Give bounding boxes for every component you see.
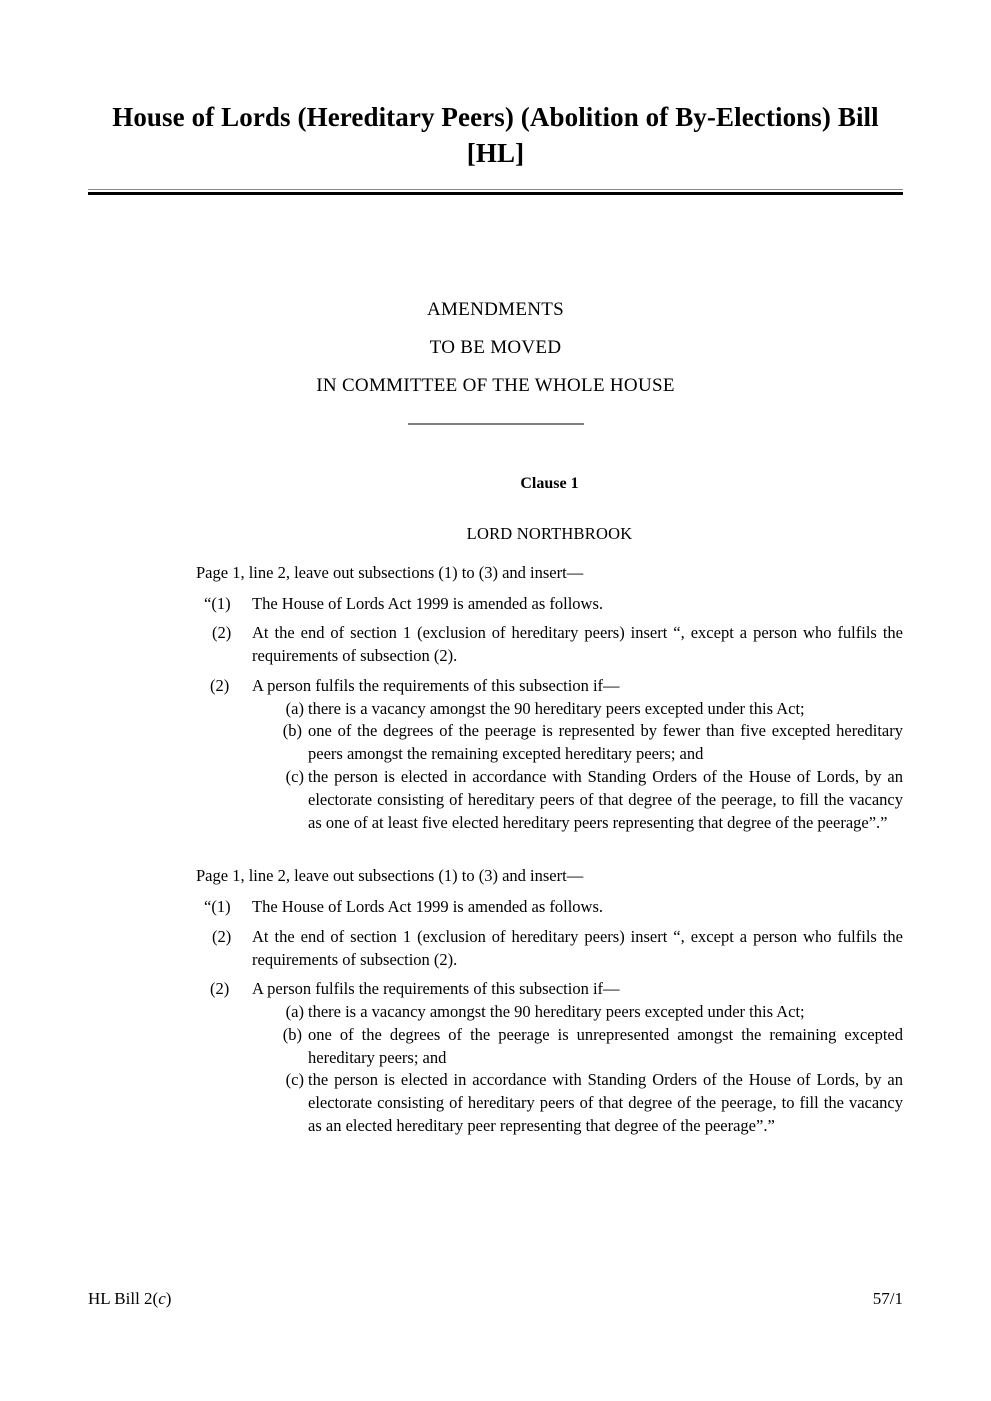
page-number: 57/1 — [872, 1289, 903, 1308]
subsection-item — [196, 896, 903, 919]
lettered-marker: (c) — [285, 1070, 304, 1090]
subsection-marker: (2) — [212, 926, 232, 946]
lettered-text: the person is elected in accordance with Standing Orders of the House of Lords, by an electorate consisting of hereditary peers of that degree of the peerage, to fill the vacancy as an elected hereditary peer representing that degree of the peerage”.” — [308, 1070, 903, 1135]
amendment-block — [196, 562, 903, 834]
lettered-item — [252, 1069, 903, 1137]
amendment-lead-in: Page 1, line 2, leave out subsections (1) to (3) and insert— — [196, 866, 584, 886]
heading-to-be-moved: TO BE MOVED — [429, 337, 562, 358]
bill-reference — [88, 1289, 171, 1309]
inserted-subsection — [196, 978, 903, 1001]
inserted-subsection — [196, 675, 903, 698]
subsection-marker: (2) — [212, 623, 232, 643]
lettered-marker: (b) — [282, 721, 302, 741]
inserted-subsection-text: A person fulfils the requirements of this subsection if— — [252, 979, 620, 999]
title-block — [88, 100, 903, 195]
lettered-text: one of the degrees of the peerage is unrepresented amongst the remaining excepted hereditary peers; and — [308, 1024, 903, 1067]
subsection-item — [196, 593, 903, 616]
bill-reference-prefix: HL Bill 2( — [88, 1289, 159, 1308]
heading-amendments: AMENDMENTS — [426, 299, 565, 320]
lettered-item — [252, 698, 903, 721]
inserted-subsection-marker: (2) — [210, 675, 230, 695]
title-rule-thick — [88, 192, 903, 195]
page-title: House of Lords (Hereditary Peers) (Abolition of By-Elections) Bill [HL] — [112, 102, 879, 168]
lettered-item — [252, 1024, 903, 1070]
section-divider — [408, 423, 584, 425]
lettered-marker: (c) — [285, 766, 304, 786]
title-rule — [88, 189, 903, 195]
sponsor-name: LORD NORTHBROOK — [466, 524, 633, 544]
amendments-heading-block — [88, 300, 903, 425]
subsection-text: The House of Lords Act 1999 is amended as follows. — [252, 897, 604, 917]
lettered-text: the person is elected in accordance with Standing Orders of the House of Lords, by an electorate consisting of hereditary peers of that degree of the peerage, to fill the vacancy as one of at least five elected hereditary peers representing that degree of the peerage”.” — [308, 766, 903, 832]
subsection-text: The House of Lords Act 1999 is amended as follows. — [252, 593, 604, 613]
inserted-subsection-text: A person fulfils the requirements of this subsection if— — [252, 675, 620, 695]
subsection-item — [196, 622, 903, 668]
lettered-item — [252, 1001, 903, 1024]
page-footer — [88, 1289, 903, 1309]
lettered-marker: (a) — [285, 698, 304, 718]
lettered-item — [252, 766, 903, 834]
subsection-marker: “(1) — [204, 897, 231, 917]
lettered-marker: (b) — [282, 1024, 302, 1044]
lettered-text: there is a vacancy amongst the 90 hereditary peers excepted under this Act; — [308, 698, 805, 718]
amendments-body — [196, 473, 903, 1138]
clause-heading: Clause 1 — [520, 475, 579, 492]
amendment-block — [196, 865, 903, 1137]
subsection-item — [196, 926, 903, 972]
subsection-marker: “(1) — [204, 593, 231, 613]
amendment-lead-in: Page 1, line 2, leave out subsections (1) to (3) and insert— — [196, 562, 584, 582]
lettered-marker: (a) — [285, 1002, 304, 1022]
inserted-subsection-marker: (2) — [210, 979, 230, 999]
lettered-list — [252, 698, 903, 835]
heading-in-committee: IN COMMITTEE OF THE WHOLE HOUSE — [316, 375, 675, 396]
lettered-text: there is a vacancy amongst the 90 hereditary peers excepted under this Act; — [308, 1002, 805, 1022]
subsection-text: At the end of section 1 (exclusion of hereditary peers) insert “, except a person who fulfils the requirements of subsection (2). — [252, 926, 903, 969]
lettered-list — [252, 1001, 903, 1138]
lettered-text: one of the degrees of the peerage is represented by fewer than five excepted hereditary peers amongst the remaining excepted hereditary peers; and — [308, 721, 903, 764]
subsection-text: At the end of section 1 (exclusion of hereditary peers) insert “, except a person who fulfils the requirements of subsection (2). — [252, 623, 903, 666]
bill-reference-suffix: ) — [165, 1289, 172, 1308]
lettered-item — [252, 720, 903, 766]
bill-reference-letter: c — [158, 1289, 166, 1308]
